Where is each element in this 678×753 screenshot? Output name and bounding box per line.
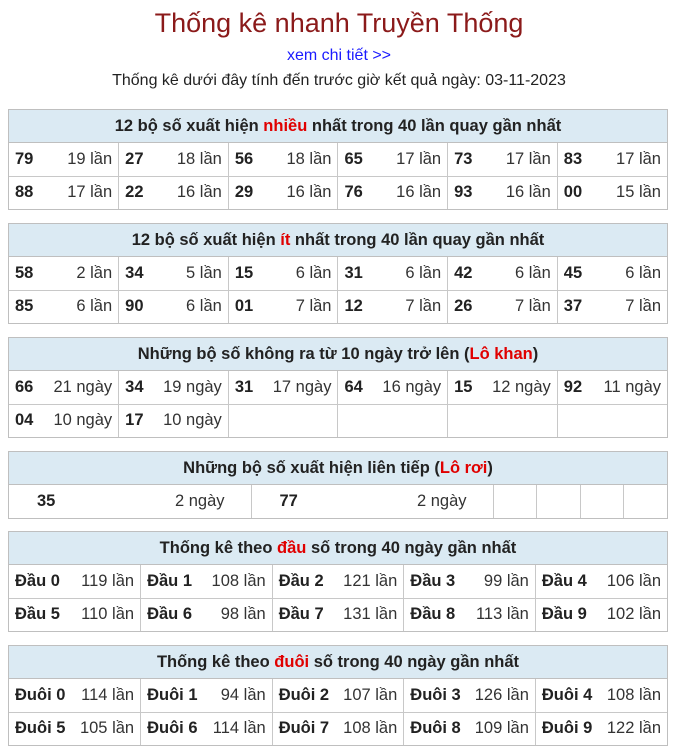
dau-stats-panel	[8, 531, 668, 632]
stat-cell	[228, 176, 338, 209]
empty-cell	[228, 404, 338, 437]
number: 42	[454, 263, 473, 282]
least-frequent-table	[9, 257, 667, 323]
number: 45	[563, 263, 583, 282]
panel-header	[9, 338, 667, 371]
stat-cell	[141, 565, 273, 598]
number: 04	[15, 411, 34, 430]
count: 109 lần	[474, 719, 529, 738]
count: 6 lần	[76, 297, 113, 316]
count: 114 lần	[212, 719, 266, 738]
number: Đầu 9	[541, 605, 587, 624]
number: 37	[563, 297, 583, 316]
count: 94 lần	[220, 685, 266, 704]
header-highlight: đầu	[277, 539, 307, 557]
stat-cell	[557, 290, 667, 323]
number: Đuôi 9	[541, 719, 593, 738]
number: 76	[344, 183, 363, 202]
panel-header	[9, 110, 667, 143]
header-text: Thống kê theo	[156, 653, 275, 671]
header-text: 12 bộ số xuất hiện	[114, 117, 264, 135]
header-highlight: Lô rơi	[439, 459, 488, 477]
number: Đầu 7	[278, 605, 324, 624]
number: 85	[15, 297, 34, 316]
empty-cell	[580, 485, 624, 518]
number: 01	[234, 297, 254, 316]
count: 121 lần	[343, 571, 398, 590]
stat-cell	[535, 565, 667, 598]
number: 27	[125, 149, 144, 168]
number: 65	[344, 149, 363, 168]
least-frequent-panel	[8, 223, 668, 324]
number: 12	[344, 297, 363, 316]
table-body	[9, 257, 667, 323]
number: 26	[454, 297, 473, 316]
stat-cell	[9, 712, 141, 745]
count: 17 lần	[67, 183, 113, 202]
stat-cell	[141, 679, 273, 712]
stat-cell	[448, 176, 558, 209]
count: 105 lần	[79, 719, 135, 738]
lo-khan-panel	[8, 337, 668, 438]
count: 10 ngày	[53, 411, 113, 430]
page-subtitle: Thống kê dưới đây tính đến trước giờ kết quả ngày: 03-11-2023	[112, 72, 566, 89]
number: Đầu 2	[278, 571, 324, 590]
stat-cell	[9, 679, 141, 712]
number: 93	[454, 183, 473, 202]
stat-cell	[141, 598, 273, 631]
stat-cell	[272, 598, 404, 631]
count: 106 lần	[606, 571, 661, 590]
count: 6 lần	[515, 263, 551, 282]
stat-cell	[228, 290, 338, 323]
number: Đuôi 6	[147, 719, 198, 738]
count: 7 lần	[515, 297, 551, 316]
number: 77	[279, 492, 298, 510]
table-row	[9, 290, 667, 323]
stat-cell	[535, 679, 667, 712]
stat-cell	[557, 257, 667, 290]
stat-cell	[228, 257, 338, 290]
count: 18 lần	[286, 149, 332, 168]
count: 6 lần	[186, 297, 222, 316]
header-text: Thống kê theo	[159, 539, 278, 557]
count: 17 lần	[505, 149, 551, 168]
stat-cell	[9, 371, 119, 404]
header-highlight: ít	[280, 231, 291, 249]
number: Đầu 6	[147, 605, 193, 624]
number: 34	[125, 377, 144, 396]
number: 31	[234, 377, 254, 396]
empty-cell	[448, 404, 558, 437]
count: 119 lần	[81, 571, 135, 590]
number: 58	[15, 263, 34, 282]
duoi-stats-panel	[8, 645, 668, 746]
stat-cell	[448, 257, 558, 290]
number: Đầu 8	[410, 605, 456, 624]
number: Đuôi 5	[15, 719, 66, 738]
stat-cell	[557, 176, 667, 209]
count: 102 lần	[606, 605, 661, 624]
count: 6 lần	[295, 263, 332, 282]
header-text: Những bộ số xuất hiện liên tiếp (	[183, 459, 440, 477]
header-text: )	[487, 459, 493, 477]
count: 16 lần	[286, 183, 332, 202]
stat-cell	[338, 371, 448, 404]
stat-cell	[228, 143, 338, 176]
empty-cell	[537, 485, 581, 518]
empty-cell	[338, 404, 448, 437]
count: 11 ngày	[603, 377, 661, 396]
count: 107 lần	[343, 685, 398, 704]
number: 31	[344, 263, 363, 282]
roi-cell	[9, 485, 251, 518]
count: 21 ngày	[53, 377, 113, 396]
number: 92	[563, 377, 583, 396]
number: Đuôi 0	[15, 685, 66, 704]
stat-cell	[272, 712, 404, 745]
number: 66	[15, 377, 34, 396]
table-row	[9, 257, 667, 290]
stat-cell	[119, 257, 229, 290]
stat-cell	[404, 598, 536, 631]
count: 131 lần	[343, 605, 398, 624]
count: 99 lần	[483, 571, 529, 590]
empty-cell	[557, 404, 667, 437]
count: 19 ngày	[163, 377, 222, 396]
panel-header	[9, 224, 667, 257]
duoi-stats-table	[9, 679, 667, 745]
stat-cell	[338, 257, 448, 290]
table-row	[9, 598, 667, 631]
number: Đuôi 1	[147, 685, 198, 704]
number: Đầu 5	[15, 605, 60, 624]
count: 5 lần	[186, 263, 222, 282]
count: 15 lần	[616, 183, 661, 202]
page-title: Thống kê nhanh Truyền Thống	[154, 8, 524, 38]
stat-cell	[9, 176, 119, 209]
number: 88	[15, 183, 34, 202]
count: 16 lần	[176, 183, 222, 202]
panel-header	[9, 646, 667, 679]
header-text: nhất trong 40 lần quay gần nhất	[290, 231, 545, 249]
panel-header	[9, 532, 667, 565]
dau-stats-table	[9, 565, 667, 631]
stat-cell	[557, 371, 667, 404]
number: 00	[563, 183, 583, 202]
stat-cell	[119, 143, 229, 176]
count: 17 lần	[616, 149, 661, 168]
count: 19 lần	[67, 149, 113, 168]
count: 7 lần	[295, 297, 332, 316]
number: 17	[125, 411, 144, 430]
table-row	[9, 404, 667, 437]
count: 17 ngày	[272, 377, 332, 396]
number: Đầu 0	[15, 571, 60, 590]
number: Đuôi 3	[410, 685, 461, 704]
table-row	[9, 371, 667, 404]
stat-cell	[448, 143, 558, 176]
empty-cell	[624, 485, 668, 518]
view-detail-link[interactable]: xem chi tiết >>	[286, 47, 392, 64]
stat-cell	[9, 257, 119, 290]
stat-cell	[338, 176, 448, 209]
table-row	[9, 712, 667, 745]
number: 79	[15, 149, 34, 168]
stat-cell	[404, 679, 536, 712]
table-row	[9, 176, 667, 209]
number: 64	[344, 377, 363, 396]
count: 10 ngày	[163, 411, 222, 430]
count: 98 lần	[220, 605, 266, 624]
header-text: 12 bộ số xuất hiện	[131, 231, 281, 249]
lo-roi-panel	[8, 451, 668, 519]
number: 15	[234, 263, 254, 282]
stat-cell	[404, 712, 536, 745]
count: 7 lần	[625, 297, 661, 316]
count: 2 ngày	[174, 492, 225, 510]
count: 2 ngày	[416, 492, 467, 510]
roi-cell	[251, 485, 493, 518]
table-row	[9, 565, 667, 598]
count: 18 lần	[176, 149, 222, 168]
stat-cell	[9, 565, 141, 598]
count: 126 lần	[474, 685, 529, 704]
count: 17 lần	[396, 149, 442, 168]
stat-cell	[9, 143, 119, 176]
stat-cell	[228, 371, 338, 404]
header-text: số trong 40 ngày gần nhất	[306, 539, 517, 557]
count: 7 lần	[405, 297, 442, 316]
number: Đầu 3	[410, 571, 456, 590]
number: 29	[234, 183, 254, 202]
table-row	[9, 485, 667, 518]
number: 73	[454, 149, 473, 168]
stat-cell	[119, 371, 229, 404]
stat-cell	[119, 404, 229, 437]
count: 110 lần	[81, 605, 135, 624]
header-highlight: Lô khan	[469, 345, 533, 363]
most-frequent-panel	[8, 109, 668, 210]
number: 15	[454, 377, 473, 396]
table-row	[9, 679, 667, 712]
panel-header	[9, 452, 667, 485]
number: Đầu 1	[147, 571, 193, 590]
number: Đầu 4	[541, 571, 587, 590]
empty-cell	[493, 485, 537, 518]
number: 34	[125, 263, 144, 282]
count: 6 lần	[405, 263, 442, 282]
stat-cell	[9, 290, 119, 323]
count: 113 lần	[475, 605, 529, 624]
stat-cell	[9, 404, 119, 437]
stat-cell	[448, 290, 558, 323]
count: 108 lần	[606, 685, 661, 704]
number: Đuôi 7	[278, 719, 330, 738]
number: 56	[234, 149, 254, 168]
count: 16 lần	[505, 183, 551, 202]
stat-cell	[272, 565, 404, 598]
table-row	[9, 143, 667, 176]
table-body	[9, 565, 667, 631]
count: 108 lần	[343, 719, 398, 738]
stat-cell	[338, 143, 448, 176]
count: 12 ngày	[492, 377, 551, 396]
stat-cell	[119, 176, 229, 209]
table-body	[9, 679, 667, 745]
header-highlight: đuôi	[274, 653, 310, 671]
count: 6 lần	[625, 263, 661, 282]
count: 108 lần	[211, 571, 266, 590]
count: 16 lần	[396, 183, 442, 202]
stat-cell	[535, 712, 667, 745]
stat-cell	[119, 290, 229, 323]
lo-roi-table	[9, 485, 667, 518]
stat-cell	[535, 598, 667, 631]
stat-cell	[448, 371, 558, 404]
table-body	[9, 371, 667, 437]
stat-cell	[141, 712, 273, 745]
header-highlight: nhiều	[263, 117, 308, 135]
lo-khan-table	[9, 371, 667, 437]
most-frequent-table	[9, 143, 667, 209]
number: Đuôi 8	[410, 719, 461, 738]
count: 2 lần	[76, 263, 113, 282]
number: 35	[37, 492, 56, 510]
number: 90	[125, 297, 144, 316]
number: Đuôi 2	[278, 685, 330, 704]
number: Đuôi 4	[541, 685, 593, 704]
header-text: Những bộ số không ra từ 10 ngày trở lên (	[137, 345, 470, 363]
stat-cell	[9, 598, 141, 631]
count: 16 ngày	[382, 377, 442, 396]
header-text: )	[532, 345, 539, 363]
stat-cell	[557, 143, 667, 176]
number: 83	[563, 149, 583, 168]
stat-cell	[404, 565, 536, 598]
table-body	[9, 143, 667, 209]
number: 22	[125, 183, 144, 202]
header-text: nhất trong 40 lần quay gần nhất	[307, 117, 562, 135]
stat-cell	[338, 290, 448, 323]
stat-cell	[272, 679, 404, 712]
header-text: số trong 40 ngày gần nhất	[309, 653, 520, 671]
count: 122 lần	[606, 719, 661, 738]
count: 114 lần	[81, 685, 135, 704]
